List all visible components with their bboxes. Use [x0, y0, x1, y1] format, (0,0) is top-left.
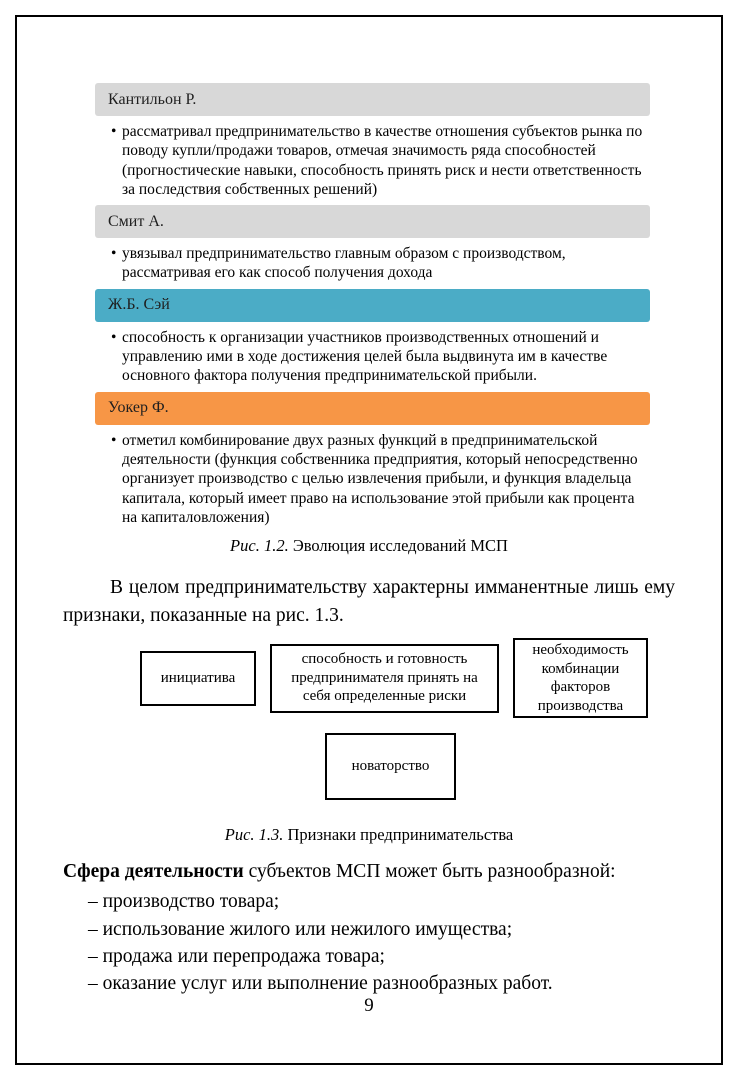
author-name: Кантильон Р. [108, 90, 197, 108]
sphere-paragraph [63, 858, 675, 886]
author-bar-say [95, 289, 650, 322]
author-bar-smith [95, 205, 650, 238]
sphere-lead-rest: субъектов МСП может быть разнообразной: [243, 861, 616, 883]
diagram-box-innovation: новаторство [325, 733, 456, 800]
figure-1-3-caption-text: Признаки предпринимательства [283, 825, 514, 845]
diagram-box-factors: необходимость комбинации факторов производства [513, 638, 648, 718]
figure-1-2-caption [17, 536, 721, 556]
entry-bullet-text: • увязывал предпринимательство главным образом с производством, рассматривая его как способ получения дохода [95, 244, 650, 283]
diagram-box-risk: способность и готовность предпринимателя принять на себя определенные риски [270, 644, 499, 713]
figure-1-2-caption-text: Эволюция исследований МСП [288, 536, 508, 556]
figure-1-2-caption-label: Рис. 1.2. [230, 536, 289, 556]
entry-bullet-text: • отметил комбинирование двух разных функций в предпринимательской деятельности (функция собственника предприятия, который непосредственно организует производство с целью извлечения прибыли, и функция владельца капитала, который имеет право на использование этой прибыли как процента на капиталовложения) [95, 431, 650, 527]
intro-paragraph: В целом предпринимательству характерны имманентные лишь ему признаки, показанные на рис. 1.3. [63, 577, 675, 627]
list-item: – оказание услуг или выполнение разнообразных работ. [88, 973, 553, 995]
author-name: Уокер Ф. [108, 399, 169, 417]
author-name: Смит А. [108, 212, 164, 230]
figure-1-2-evolution [95, 83, 650, 527]
sphere-list [88, 888, 721, 998]
list-item: – продажа или перепродажа товара; [88, 945, 385, 967]
page-border-frame [15, 15, 723, 1065]
sphere-lead-bold: Сфера деятельности [63, 861, 244, 883]
diagram-box-initiative: инициатива [140, 651, 256, 706]
author-bar-cantillon [95, 83, 650, 116]
author-bar-walker [95, 392, 650, 425]
evolution-entry-cantillon [95, 83, 650, 199]
author-name: Ж.Б. Сэй [108, 296, 170, 314]
entry-bullet-text: • способность к организации участников производственных отношений и управлению ими в ходе достижения целей была выдвинута им в качестве основного фактора получения предпринимательской прибыли. [95, 328, 650, 386]
figure-1-3-caption [17, 825, 721, 845]
list-item: – использование жилого или нежилого имущества; [88, 918, 513, 940]
list-item: – производство товара; [88, 891, 280, 913]
figure-1-3-diagram [17, 638, 721, 800]
page-number: 9 [364, 995, 374, 1016]
evolution-entry-smith [95, 205, 650, 283]
evolution-entry-say [95, 289, 650, 386]
figure-1-3-caption-label: Рис. 1.3. [224, 825, 284, 845]
diagram-top-row [140, 638, 721, 718]
evolution-entry-walker [95, 392, 650, 527]
entry-bullet-text: • рассматривал предпринимательство в качестве отношения субъектов рынка по поводу купли/продажи товаров, отмечая значимость ряда способностей (прогностические навыки, способность принять риск и нести ответственность за последствия собственных решений) [95, 122, 650, 199]
